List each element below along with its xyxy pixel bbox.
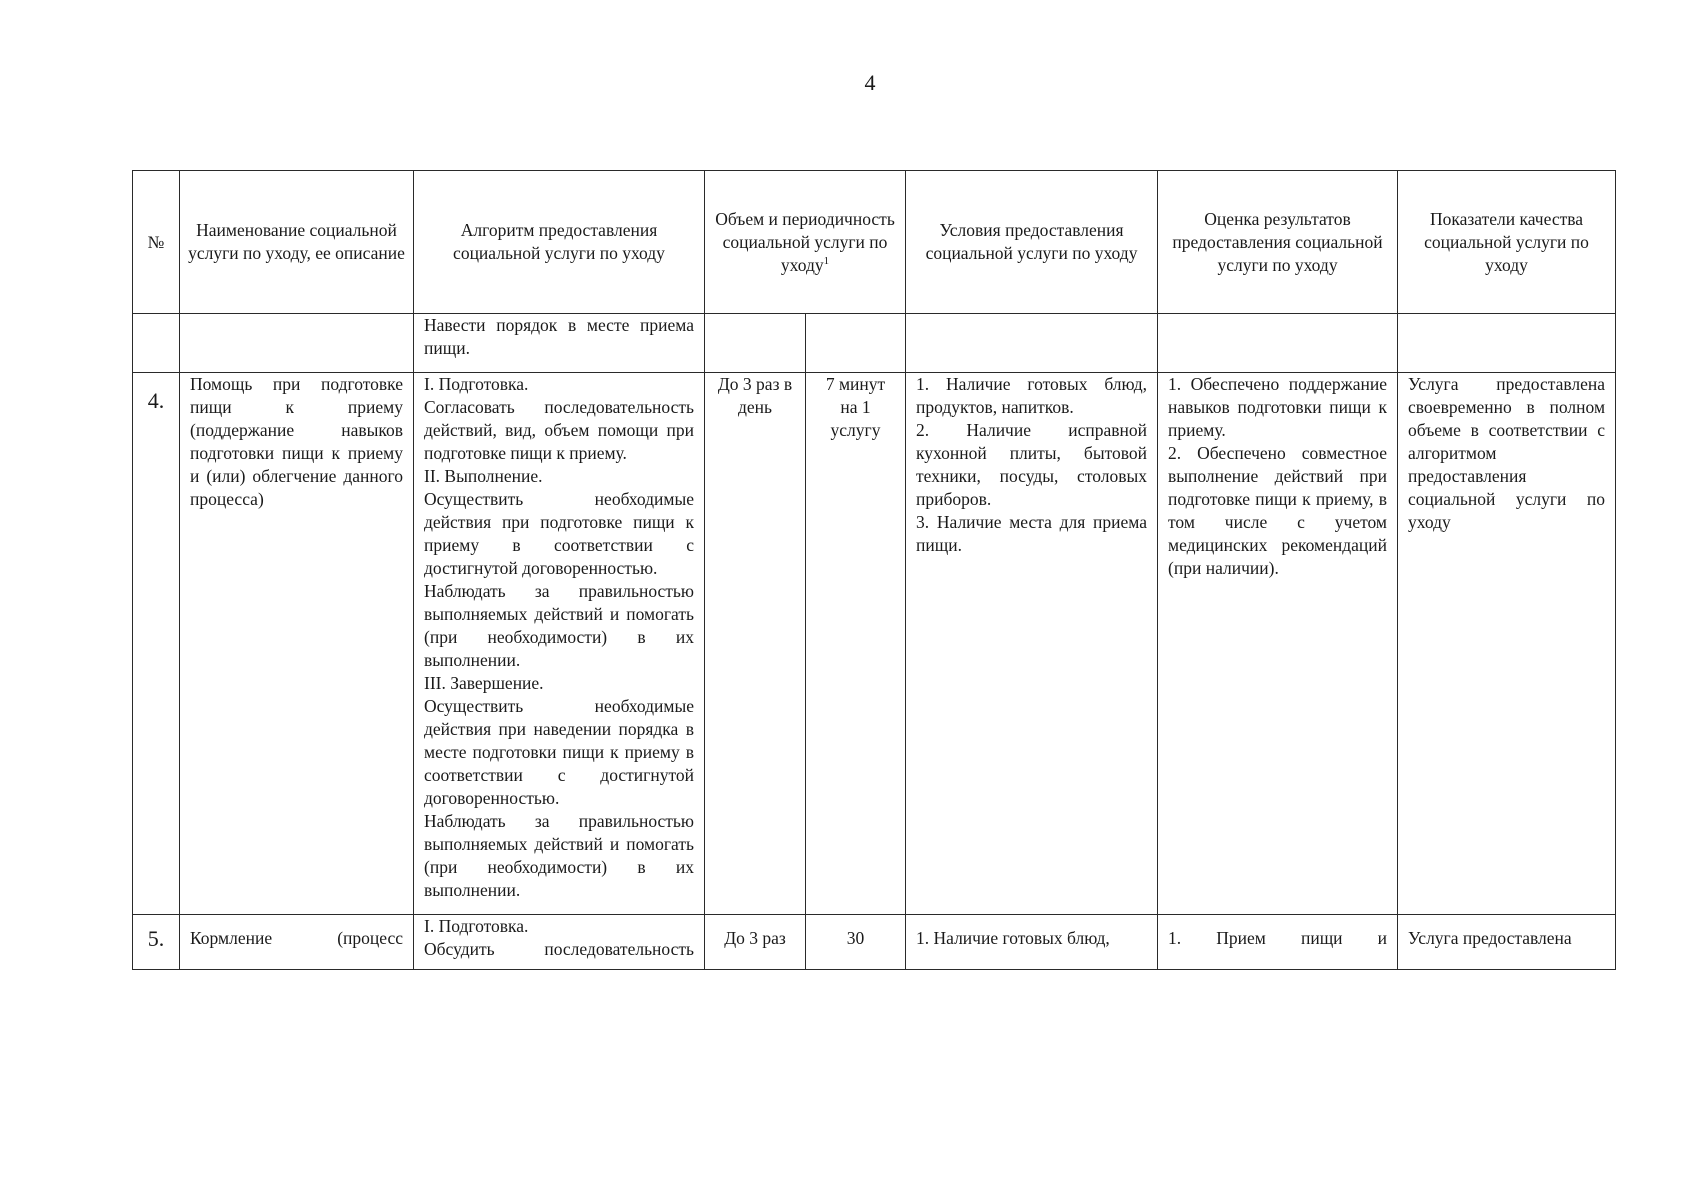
header-volume-text: Объем и периодичность социальной услуги по уходу <box>715 208 895 275</box>
cont-name <box>180 314 414 373</box>
row4-algorithm-line: Осуществить необходимые действия при наведении порядка в месте подготовки пищи к приему в соответствии с достигнутой договоренностью. <box>424 696 694 808</box>
header-conditions: Условия предоставления социальной услуги по уходу <box>906 171 1158 314</box>
row5-evaluation <box>1158 915 1398 970</box>
row4-condition-item: 2. Наличие исправной кухонной плиты, бытовой техники, посуды, столовых приборов. <box>916 420 1148 509</box>
row5-quality: Услуга предоставлена <box>1398 915 1616 970</box>
row5-name <box>180 915 414 970</box>
row4-algorithm-line: III. Завершение. <box>424 673 544 693</box>
row5-algorithm-line: I. Подготовка. <box>424 916 529 936</box>
row5-evaluation-text: 1. Прием пищи и <box>1168 928 1388 948</box>
header-volume-footnote: 1 <box>823 254 830 267</box>
row4-evaluation-item: 2. Обеспечено совместное выполнение действий при подготовке пищи к приему, в том числе с учетом медицинских рекомендаций (при наличии). <box>1168 443 1388 578</box>
table-header-row <box>133 171 1616 314</box>
row4-num: 4. <box>133 373 180 915</box>
cont-conditions <box>906 314 1158 373</box>
row4-evaluation <box>1158 373 1398 915</box>
header-evaluation: Оценка результатов предоставления социальной услуги по уходу <box>1158 171 1398 314</box>
row4-name: Помощь при подготовке пищи к приему (поддержание навыков подготовки пищи к приему и (или) облегчение данного процесса) <box>180 373 414 915</box>
row5-conditions: 1. Наличие готовых блюд, <box>906 915 1158 970</box>
row5-frequency: До 3 раз <box>705 915 806 970</box>
row4-algorithm-line: Наблюдать за правильностью выполняемых действий и помогать (при необходимости) в их выполнении. <box>424 811 694 900</box>
header-quality: Показатели качества социальной услуги по уходу <box>1398 171 1616 314</box>
cont-quality <box>1398 314 1616 373</box>
row4-evaluation-item: 1. Обеспечено поддержание навыков подготовки пищи к приему. <box>1168 374 1388 440</box>
row4-quality: Услуга предоставлена своевременно в полном объеме в соответствии с алгоритмом предоставления социальной услуги по уходу <box>1398 373 1616 915</box>
row5-name-text: Кормление (процесс <box>190 928 403 948</box>
row4-algorithm-line: II. Выполнение. <box>424 466 543 486</box>
cont-frequency <box>705 314 806 373</box>
row5-algorithm-line: Обсудить последовательность <box>424 939 694 959</box>
row4-frequency: До 3 раз в день <box>705 373 806 915</box>
header-num: № <box>133 171 180 314</box>
row4-algorithm-line: Осуществить необходимые действия при подготовке пищи к приему в соответствии с достигнутой договоренностью. <box>424 489 694 578</box>
header-volume <box>705 171 906 314</box>
header-algorithm: Алгоритм предоставления социальной услуги по уходу <box>414 171 705 314</box>
cont-duration <box>806 314 906 373</box>
row5-algorithm <box>414 915 705 970</box>
row4-condition-item: 3. Наличие места для приема пищи. <box>916 512 1148 555</box>
row4-algorithm-line: I. Подготовка. <box>424 374 529 394</box>
row4-duration: 7 минут на 1 услугу <box>806 373 906 915</box>
cont-num <box>133 314 180 373</box>
social-services-table <box>132 170 1616 970</box>
row5-duration: 30 <box>806 915 906 970</box>
row4-algorithm-line: Согласовать последовательность действий, вид, объем помощи при подготовке пищи к приему. <box>424 397 694 463</box>
header-name: Наименование социальной услуги по уходу, ее описание <box>180 171 414 314</box>
cont-algorithm: Навести порядок в месте приема пищи. <box>414 314 705 373</box>
table-row-continuation <box>133 314 1616 373</box>
table-row-4 <box>133 373 1616 915</box>
cont-evaluation <box>1158 314 1398 373</box>
page-number: 4 <box>864 70 876 95</box>
row4-conditions <box>906 373 1158 915</box>
row4-algorithm-line: Наблюдать за правильностью выполняемых действий и помогать (при необходимости) в их выполнении. <box>424 581 694 670</box>
row4-condition-item: 1. Наличие готовых блюд, продуктов, напитков. <box>916 374 1148 417</box>
table-row-5 <box>133 915 1616 970</box>
row5-num: 5. <box>133 915 180 970</box>
row4-algorithm <box>414 373 705 915</box>
